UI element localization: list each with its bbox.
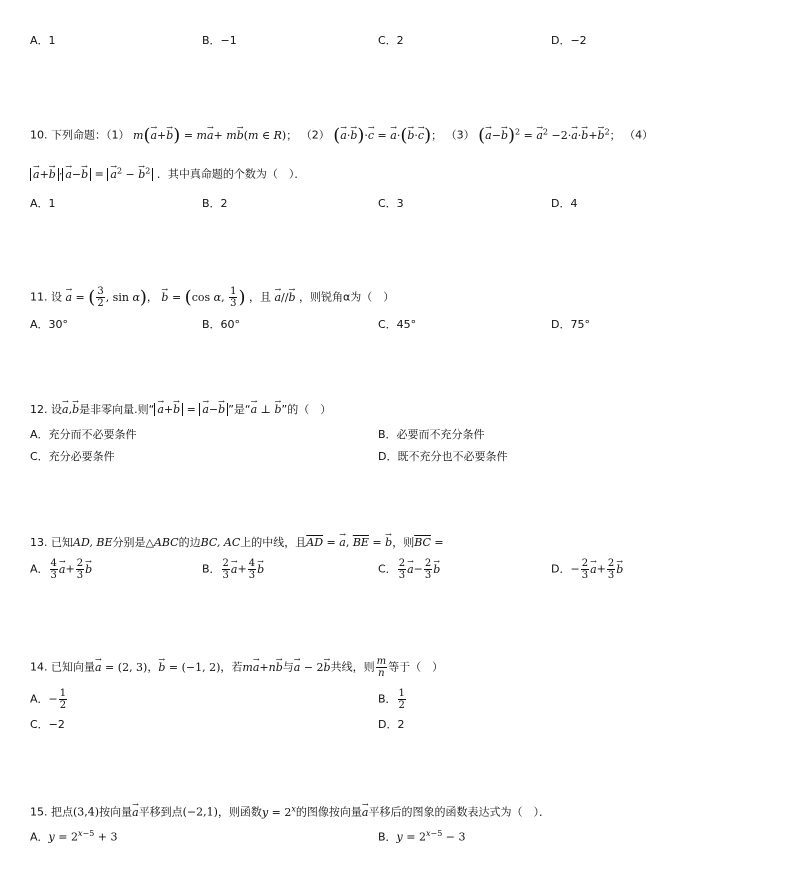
q14-t1: ，: [147, 660, 159, 674]
q15-point-1: (3,4): [73, 805, 100, 819]
q14-statement: [30, 656, 443, 679]
q14-head: 14. 已知向量: [30, 660, 95, 674]
q12-option-a: A．充分而不必要条件: [30, 428, 137, 441]
q13-option-d-label: D．: [551, 562, 571, 576]
q15-t1: 按向量: [99, 805, 133, 819]
q13-t4: ，则: [392, 536, 415, 549]
q13-statement: [30, 535, 444, 551]
q13-option-d: D．− $\frac{2}{3}$ → a+ $\frac{2}{3}$ → b: [551, 558, 623, 581]
q12-option-c: C．充分必要条件: [30, 450, 115, 463]
q10-option-c: C．3: [378, 197, 404, 210]
q11-statement: 11. 设 → a = ( $\frac{3}{2}$ , sin α)， → b = (cos α, $\frac{1}{3}$ ) ，且 → a//→ b ，则锐角α为（ ）: [30, 286, 394, 309]
q10-prop-4: → a+→ b · → a−→ b = → $a^2$ − → $b^2$: [30, 168, 153, 181]
q13-option-c-label: C．: [378, 562, 397, 576]
q11-tail: ，则锐角α为（ ）: [299, 290, 395, 304]
q9-option-a: A．1: [30, 34, 56, 47]
q11-option-c: C．45°: [378, 318, 417, 331]
q13-given: $\overline{AD}$ = → a, $\overline{BE}$ = → b: [306, 536, 392, 549]
q15-t5: 平移后的图象的函数表达式为（ ）．: [368, 805, 550, 819]
q10-option-b: B．2: [202, 197, 228, 210]
q14-option-c: C．−2: [30, 718, 65, 731]
q13-option-b-label: B．: [202, 562, 221, 576]
q10-tail: ．其中真命题的个数为（ ）．: [156, 167, 306, 181]
q15-option-b-label: B．: [378, 830, 397, 844]
q13-lines: AD, BE: [73, 536, 113, 549]
q10-head: 10. 下列命题：（1）: [30, 128, 130, 142]
q10-statement-line2: [30, 163, 305, 183]
q15-point-2: (−2,1): [182, 805, 218, 819]
q10-statement: [30, 124, 653, 144]
q12-statement: [30, 402, 331, 418]
q15-option-a: A．$y = 2^{x-5} + 3$: [30, 829, 118, 844]
q11-option-b: B．60°: [202, 318, 241, 331]
q15-head: 15. 把点: [30, 805, 73, 819]
q15-option-b: B．$y = 2^{x-5} - 3$: [378, 829, 466, 844]
q11-vector-a: → a = ( $\frac{3}{2}$ , sin α): [66, 291, 147, 304]
q13-head: 13. 已知: [30, 536, 73, 549]
q9-option-b: B．−1: [202, 34, 237, 47]
q14-ratio: $\frac{m}{n}$: [376, 656, 387, 679]
q14-t5: 等于（ ）: [388, 660, 444, 674]
q13-option-b: B． $\frac{2}{3}$ → a+ $\frac{4}{3}$ → b: [202, 558, 264, 581]
q11-mid: ，且: [248, 290, 271, 304]
q10-label-3: （3）: [445, 128, 475, 142]
q13-option-a-label: A．: [30, 562, 49, 576]
q10-label-2: （2）: [300, 128, 330, 142]
q11-option-a: A．30°: [30, 318, 69, 331]
q12-perp: → a ⊥ → b: [251, 403, 282, 416]
q12-head: 12. 设: [30, 403, 62, 416]
q15-vector-a2: → a: [362, 805, 369, 821]
q13-sides: BC, AC: [200, 536, 241, 549]
q14-combo-2: → a − 2→ b: [294, 661, 331, 674]
q11-parallel: → a//→ b: [274, 291, 295, 304]
q14-option-a-label: A．: [30, 692, 49, 706]
q11-option-d: D．75°: [551, 318, 590, 331]
q12-mid1: 是非零向量.则“: [79, 403, 155, 416]
q13-t3: 上的中线，且: [240, 536, 307, 549]
q10-prop-2: (→ a·→ b)·→ c = → a·(→ b·→ c)；: [333, 129, 442, 142]
q15-t4: 的图像按向量: [295, 805, 362, 819]
q12-condition: → a+→ b = → a−→ b: [154, 403, 228, 416]
q13-option-a: A． $\frac{4}{3}$ → a+ $\frac{2}{3}$ → b: [30, 558, 92, 581]
q14-option-b: B． $\frac{1}{2}$: [378, 688, 405, 711]
q15-function: $y = 2^x$: [261, 804, 296, 819]
q12-option-d: D．既不充分也不必要条件: [378, 450, 508, 463]
q14-t2: ，若: [220, 660, 243, 674]
q13-t1: 分别是: [112, 536, 146, 549]
q13-t2: 的边: [178, 536, 201, 549]
q14-vector-a: → a = (2, 3): [95, 661, 147, 674]
q14-t4: 共线，则: [330, 660, 375, 674]
q11-head: 11. 设: [30, 290, 62, 304]
q15-vector-a: → a: [132, 805, 139, 821]
q13-option-c: C． $\frac{2}{3}$ → a− $\frac{2}{3}$ → b: [378, 558, 440, 581]
q11-vector-b: → b = (cos α, $\frac{1}{3}$ ): [161, 291, 245, 304]
q10-prop-1: m(→ a+→ b) = m→ a+ m→ b(m ∈ R)；: [133, 129, 297, 142]
q14-vector-b: → b = (−1, 2): [158, 661, 220, 674]
q14-option-b-label: B．: [378, 692, 397, 706]
q14-option-a: A．− $\frac{1}{2}$: [30, 688, 67, 711]
q12-option-b: B．必要而不充分条件: [378, 428, 485, 441]
q15-statement: [30, 801, 550, 821]
q13-triangle: △ABC: [145, 536, 179, 549]
q12-mid2: ”是“: [228, 403, 251, 416]
q10-prop-3: (→ a−→ b)$^2$ = → $a^2 -2\cdot\to a\cdot\to b+\to b^2$；: [478, 129, 621, 142]
q14-option-d: D．2: [378, 718, 405, 731]
q14-combo-1: m→ a+n→ b: [242, 661, 282, 674]
q10-option-d: D．4: [551, 197, 578, 210]
q9-option-c: C．2: [378, 34, 404, 47]
q13-target: $\overline{BC}$ =: [414, 536, 444, 549]
q10-label-4: （4）: [624, 128, 654, 142]
q9-option-d: D．−2: [551, 34, 587, 47]
q12-mid3: ”的（ ）: [281, 403, 332, 416]
q12-vectors: → a,→ b: [62, 403, 79, 416]
q15-option-a-label: A．: [30, 830, 49, 844]
q15-t2: 平移到点: [138, 805, 183, 819]
q10-option-a: A．1: [30, 197, 56, 210]
q15-t3: ，则函数: [217, 805, 262, 819]
q14-t3: 与: [282, 660, 294, 674]
